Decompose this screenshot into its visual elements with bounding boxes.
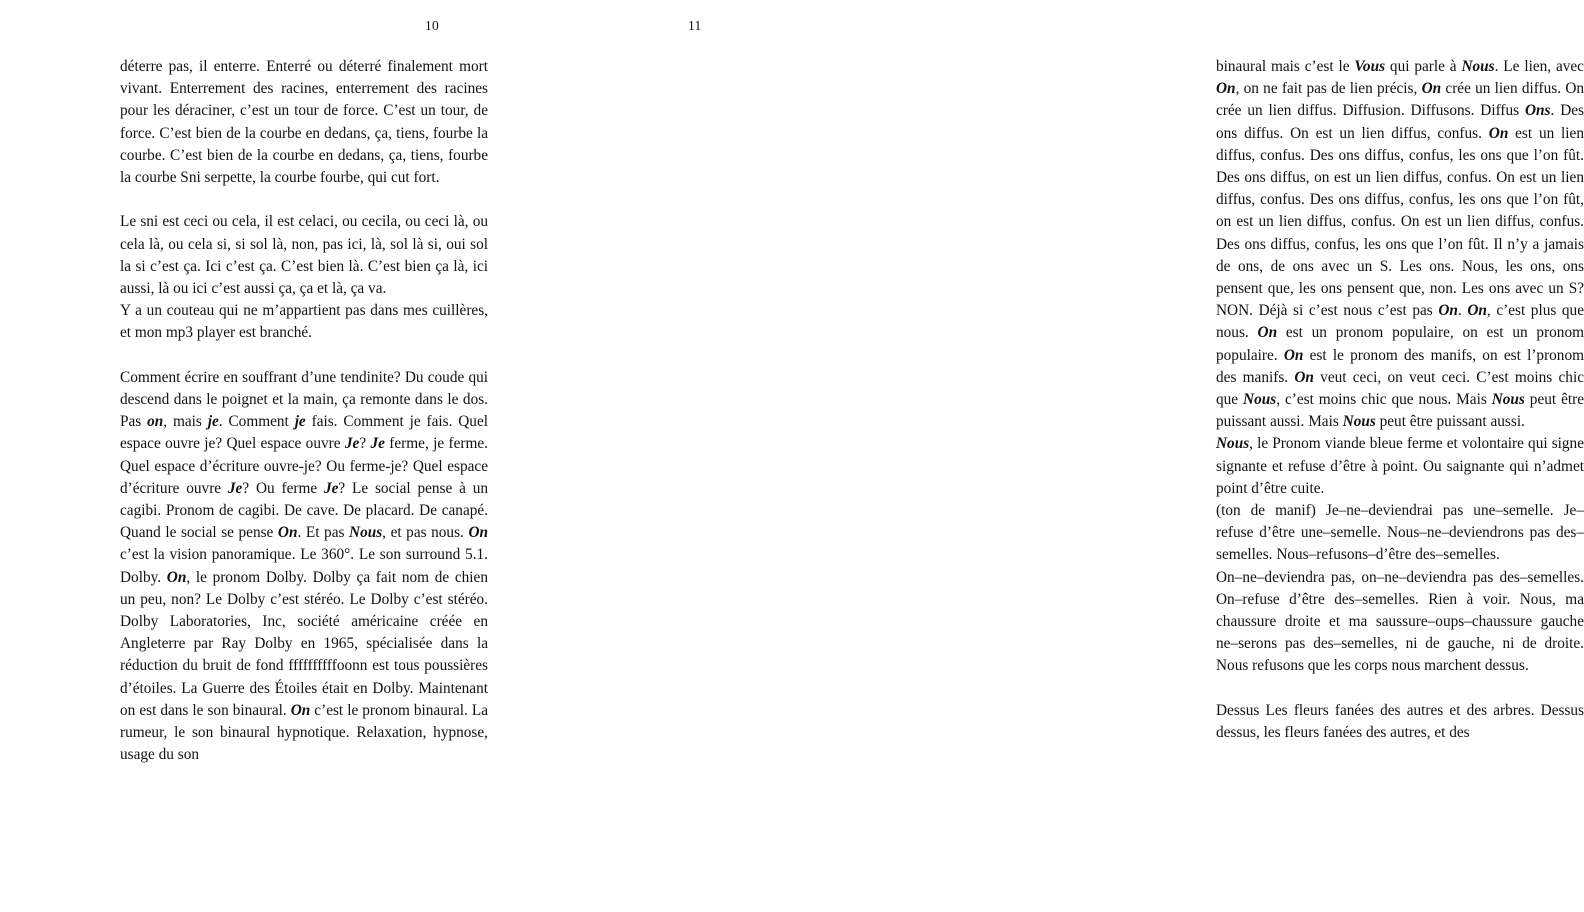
left-paragraph-gap xyxy=(120,189,488,211)
page-left xyxy=(0,0,568,912)
emphasised-pronoun: Nous xyxy=(1216,435,1250,453)
left-paragraph-gap xyxy=(120,345,488,367)
left-paragraph: Le sni est ceci ou cela, il est celaci, ou cecila, ou ceci là, ou cela là, ou cela si, si sol là, non, pas ici, là, sol là si, oui sol la si c’est ça. Ici c’est ça. C’est bien là. C’est bien ça là, ici aussi, là ou ici c’est aussi ça, ça et là, ça va. xyxy=(120,213,488,298)
emphasised-pronoun: On xyxy=(1216,80,1236,98)
left-paragraph: Y a un couteau qui ne m’appartient pas dans mes cuillères, et mon mp3 player est branché. xyxy=(120,302,488,342)
emphasised-pronoun: Ons xyxy=(1524,102,1551,120)
emphasised-pronoun: Nous xyxy=(1342,413,1376,431)
emphasised-pronoun: On xyxy=(290,701,311,719)
emphasised-pronoun: je xyxy=(207,413,219,431)
left-paragraph: déterre pas, il enterre. Enterré ou déterré finalement mort vivant. Enterrement des racines, enterrement des racines pour les déraciner, c’est un tour de force. C’est un tour, de force. C’est bien de la courbe en dedans, ça, tiens, fourbe la courbe. C’est bien de la courbe en dedans, ça, tiens, fourbe la courbe Sni serpette, la courbe fourbe, qui cut fort. xyxy=(120,58,488,187)
right-paragraph: (ton de manif) Je–ne–deviendrai pas une–semelle. Je–refuse d’être une–semelle. Nous–ne–deviendrons pas des–semelles. Nous–refusons–d’être des–semelles. xyxy=(1216,502,1584,564)
emphasised-pronoun: Je xyxy=(370,435,385,453)
emphasised-pronoun: On xyxy=(1283,346,1304,364)
left-paragraph: Comment écrire en souffrant d’une tendinite? Du coude qui descend dans le poignet et la main, ça remonte dans le dos. Pas on, mais je. Comment je fais. Comment je fais. Quel espace ouvre je? Quel espace ouvre Je? Je ferme, je ferme. Quel espace d’écriture ouvre-je? Ou ferme-je? Quel espace d’écriture ouvre Je? Ou ferme Je? Le social pense à un cagibi. Pronom de cagibi. De cave. De placard. De canapé. Quand le social se pense On. Et pas Nous, et pas nous. On c’est la vision panoramique. Le 360°. Le son surround 5.1. Dolby. On, le pronom Dolby. Dolby ça fait nom de chien un peu, non? Le Dolby c’est stéréo. Le Dolby c’est stéréo. Dolby Laboratories, Inc, société américaine créée en Angleterre par Ray Dolby en 1965, spécialisée dans la réduction du bruit de fond ffffffffffoonn est tous poussières d’étoiles. La Guerre des Étoiles était en Dolby. Maintenant on est dans le son binaural. On c’est le pronom binaural. La rumeur, le son binaural hypnotique. Relaxation, hypnose, usage du son xyxy=(120,368,488,764)
emphasised-pronoun: On xyxy=(468,524,488,542)
right-paragraph: binaural mais c’est le Vous qui parle à Nous. Le lien, avec On, on ne fait pas de lien précis, On crée un lien diffus. On crée un lien diffus. Diffusion. Diffusons. Diffus Ons. Des ons diffus. On est un lien diffus, confus. On est un lien diffus, confus. Des ons diffus, confus, les ons que l’on fût. Des ons diffus, on est un lien diffus, confus. On est un lien diffus, confus. Des ons diffus, confus, les ons que l’on fût, on est un lien diffus, confus. On est un lien diffus, confus. Des ons diffus, confus, les ons que l’on fût. Il n’y a jamais de ons, de ons avec un S. Les ons. Nous, les ons, ons pensent que, les ons pensent que, non. Les ons avec un S? NON. Déjà si c’est nous c’est pas On. On, c’est plus que nous. On est un pronom populaire, on est un pronom populaire. On est le pronom des manifs, on est l’pronom des manifs. On veut ceci, on veut ceci. C’est moins chic que Nous, c’est moins chic que nous. Mais Nous peut être puissant aussi. Mais Nous peut être puissant aussi. xyxy=(1216,58,1584,431)
emphasised-pronoun: On xyxy=(1488,124,1509,142)
emphasised-pronoun: on xyxy=(147,413,164,431)
emphasised-pronoun: Nous xyxy=(1461,58,1495,75)
body-text-right xyxy=(1216,56,1584,744)
emphasised-pronoun: On xyxy=(1467,302,1487,320)
body-text-left xyxy=(120,56,488,766)
emphasised-pronoun: Nous xyxy=(1491,391,1525,409)
emphasised-pronoun: On xyxy=(1438,302,1458,320)
emphasised-pronoun: On xyxy=(166,568,187,586)
right-paragraph-gap xyxy=(1216,678,1584,700)
right-paragraph: On–ne–deviendra pas, on–ne–deviendra pas des–semelles. On–refuse d’être des–semelles. Rien à voir. Nous, ma chaussure droite et ma saussure–oups–chaussure gauche ne–serons pas des–semelles, ni de gauche, ni de droite. Nous refusons que les corps nous marchent dessus. xyxy=(1216,568,1584,675)
emphasised-pronoun: Nous xyxy=(349,524,383,542)
emphasised-pronoun: On xyxy=(1257,324,1278,342)
emphasised-pronoun: Je xyxy=(344,435,360,453)
right-paragraph: Dessus Les fleurs fanées des autres et des arbres. Dessus dessus, les fleurs fanées des autres, et des xyxy=(1216,701,1584,742)
emphasised-pronoun: Je xyxy=(227,479,243,497)
emphasised-pronoun: Vous xyxy=(1354,58,1386,75)
page-number-right: 11 xyxy=(688,18,702,33)
emphasised-pronoun: On xyxy=(1294,368,1314,386)
emphasised-pronoun: On xyxy=(277,524,298,542)
emphasised-pronoun: On xyxy=(1421,80,1442,98)
emphasised-pronoun: je xyxy=(294,413,306,431)
page-number-left: 10 xyxy=(425,18,439,33)
emphasised-pronoun: Nous xyxy=(1243,391,1277,409)
emphasised-pronoun: Je xyxy=(323,479,339,497)
page-right xyxy=(568,0,1584,912)
right-paragraph: Nous, le Pronom viande bleue ferme et volontaire qui signe signante et refuse d’être à point. Ou saignante qui n’admet point d’être cuite. xyxy=(1216,435,1584,497)
